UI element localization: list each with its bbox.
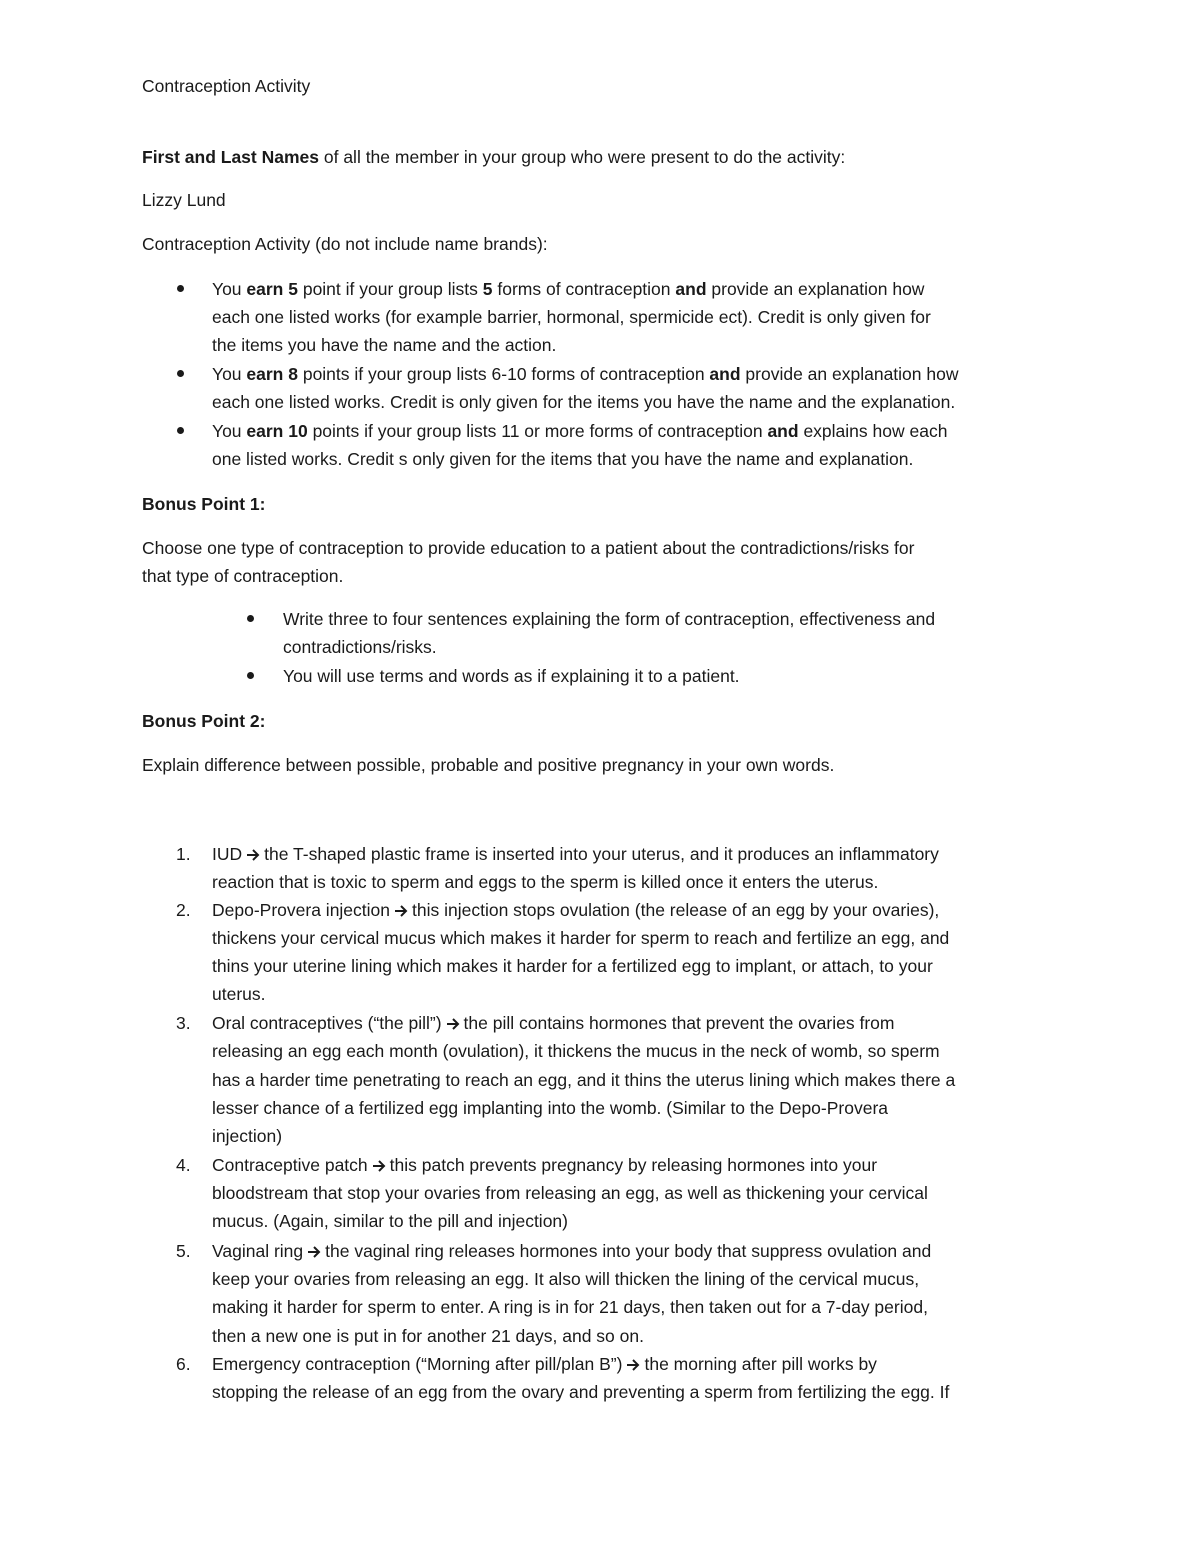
bullet-icon: [177, 427, 184, 434]
answer-6-line-2: stopping the release of an egg from the ovary and preventing a sperm from fertilizing the egg. If: [212, 1382, 950, 1402]
answer-3-line-5: injection): [212, 1126, 283, 1146]
answer-4-line-1: Contraceptive patch this patch prevents pregnancy by releasing hormones into your: [212, 1155, 878, 1175]
bonus1-text-line-1: Choose one type of contraception to provide education to a patient about the contradictions/risks for: [142, 538, 915, 558]
criteria-3-line-2: one listed works. Credit s only given for the items that you have the name and explanation.: [212, 449, 914, 469]
answer-5-line-1: Vaginal ring the vaginal ring releases hormones into your body that suppress ovulation and: [212, 1241, 932, 1261]
right-arrow-icon: [372, 1159, 386, 1173]
criteria-1-line-2: each one listed works (for example barrier, hormonal, spermicide ect). Credit is only given for: [212, 307, 931, 327]
answer-5-line-2: keep your ovaries from releasing an egg. It also will thicken the lining of the cervical mucus,: [212, 1269, 920, 1289]
names-prompt-rest: of all the member in your group who were present to do the activity:: [319, 147, 846, 167]
criteria-2-line-1: You earn 8 points if your group lists 6-10 forms of contraception and provide an explanation how: [212, 364, 959, 384]
answer-2-number: 2.: [176, 900, 191, 920]
answer-3-number: 3.: [176, 1013, 191, 1033]
names-prompt-bold: First and Last Names: [142, 147, 319, 167]
answer-6-number: 6.: [176, 1354, 191, 1374]
criteria-1-line-3: the items you have the name and the action.: [212, 335, 557, 355]
answer-4-line-3: mucus. (Again, similar to the pill and injection): [212, 1211, 568, 1231]
bonus1-bullet-1-line-1: Write three to four sentences explaining the form of contraception, effectiveness and: [283, 609, 936, 629]
bullet-icon: [247, 672, 254, 679]
answer-2-line-4: uterus.: [212, 984, 266, 1004]
answer-3-line-2: releasing an egg each month (ovulation), it thickens the mucus in the neck of womb, so sperm: [212, 1041, 940, 1061]
bonus1-bullet-1-line-2: contradictions/risks.: [283, 637, 437, 657]
answer-3-line-4: lesser chance of a fertilized egg implanting into the womb. (Similar to the Depo-Provera: [212, 1098, 889, 1118]
answer-5-number: 5.: [176, 1241, 191, 1261]
right-arrow-icon: [626, 1358, 640, 1372]
bullet-icon: [177, 285, 184, 292]
activity-heading: Contraception Activity (do not include name brands):: [142, 234, 548, 254]
names-prompt: [142, 146, 845, 168]
criteria-2-line-2: each one listed works. Credit is only given for the items you have the name and the explanation.: [212, 392, 956, 412]
answer-2-line-3: thins your uterine lining which makes it harder for a fertilized egg to implant, or attach, to your: [212, 956, 933, 976]
answer-5-line-3: making it harder for sperm to enter. A ring is in for 21 days, then taken out for a 7-day period,: [212, 1297, 928, 1317]
answer-4-number: 4.: [176, 1155, 191, 1175]
right-arrow-icon: [446, 1017, 460, 1031]
bullet-icon: [247, 615, 254, 622]
answer-2-line-1: Depo-Provera injection this injection stops ovulation (the release of an egg by your ovaries),: [212, 900, 940, 920]
criteria-3-line-1: You earn 10 points if your group lists 11 or more forms of contraception and explains how each: [212, 421, 948, 441]
bonus1-text-line-2: that type of contraception.: [142, 566, 344, 586]
answer-1-line-2: reaction that is toxic to sperm and eggs to the sperm is killed once it enters the uterus.: [212, 872, 879, 892]
answer-1-line-1: IUD the T-shaped plastic frame is inserted into your uterus, and it produces an inflammatory: [212, 844, 939, 864]
answer-5-line-4: then a new one is put in for another 21 days, and so on.: [212, 1326, 644, 1346]
bonus1-bullet-2-line-1: You will use terms and words as if explaining it to a patient.: [283, 666, 740, 686]
answer-2-line-2: thickens your cervical mucus which makes it harder for sperm to reach and fertilize an egg, and: [212, 928, 950, 948]
answer-6-line-1: Emergency contraception (“Morning after pill/plan B”) the morning after pill works by: [212, 1354, 877, 1374]
bonus1-heading: Bonus Point 1:: [142, 494, 266, 514]
answer-1-number: 1.: [176, 844, 191, 864]
right-arrow-icon: [394, 904, 408, 918]
right-arrow-icon: [246, 848, 260, 862]
bullet-icon: [177, 370, 184, 377]
answer-4-line-2: bloodstream that stop your ovaries from releasing an egg, as well as thickening your cervical: [212, 1183, 928, 1203]
doc-title: Contraception Activity: [142, 76, 311, 96]
bonus2-heading: Bonus Point 2:: [142, 711, 266, 731]
right-arrow-icon: [307, 1245, 321, 1259]
bonus2-text: Explain difference between possible, probable and positive pregnancy in your own words.: [142, 755, 835, 775]
answer-3-line-1: Oral contraceptives (“the pill”) the pill contains hormones that prevent the ovaries from: [212, 1013, 895, 1033]
answer-3-line-3: has a harder time penetrating to reach an egg, and it thins the uterus lining which makes there a: [212, 1070, 956, 1090]
student-name: Lizzy Lund: [142, 190, 226, 210]
criteria-1-line-1: You earn 5 point if your group lists 5 forms of contraception and provide an explanation how: [212, 279, 925, 299]
